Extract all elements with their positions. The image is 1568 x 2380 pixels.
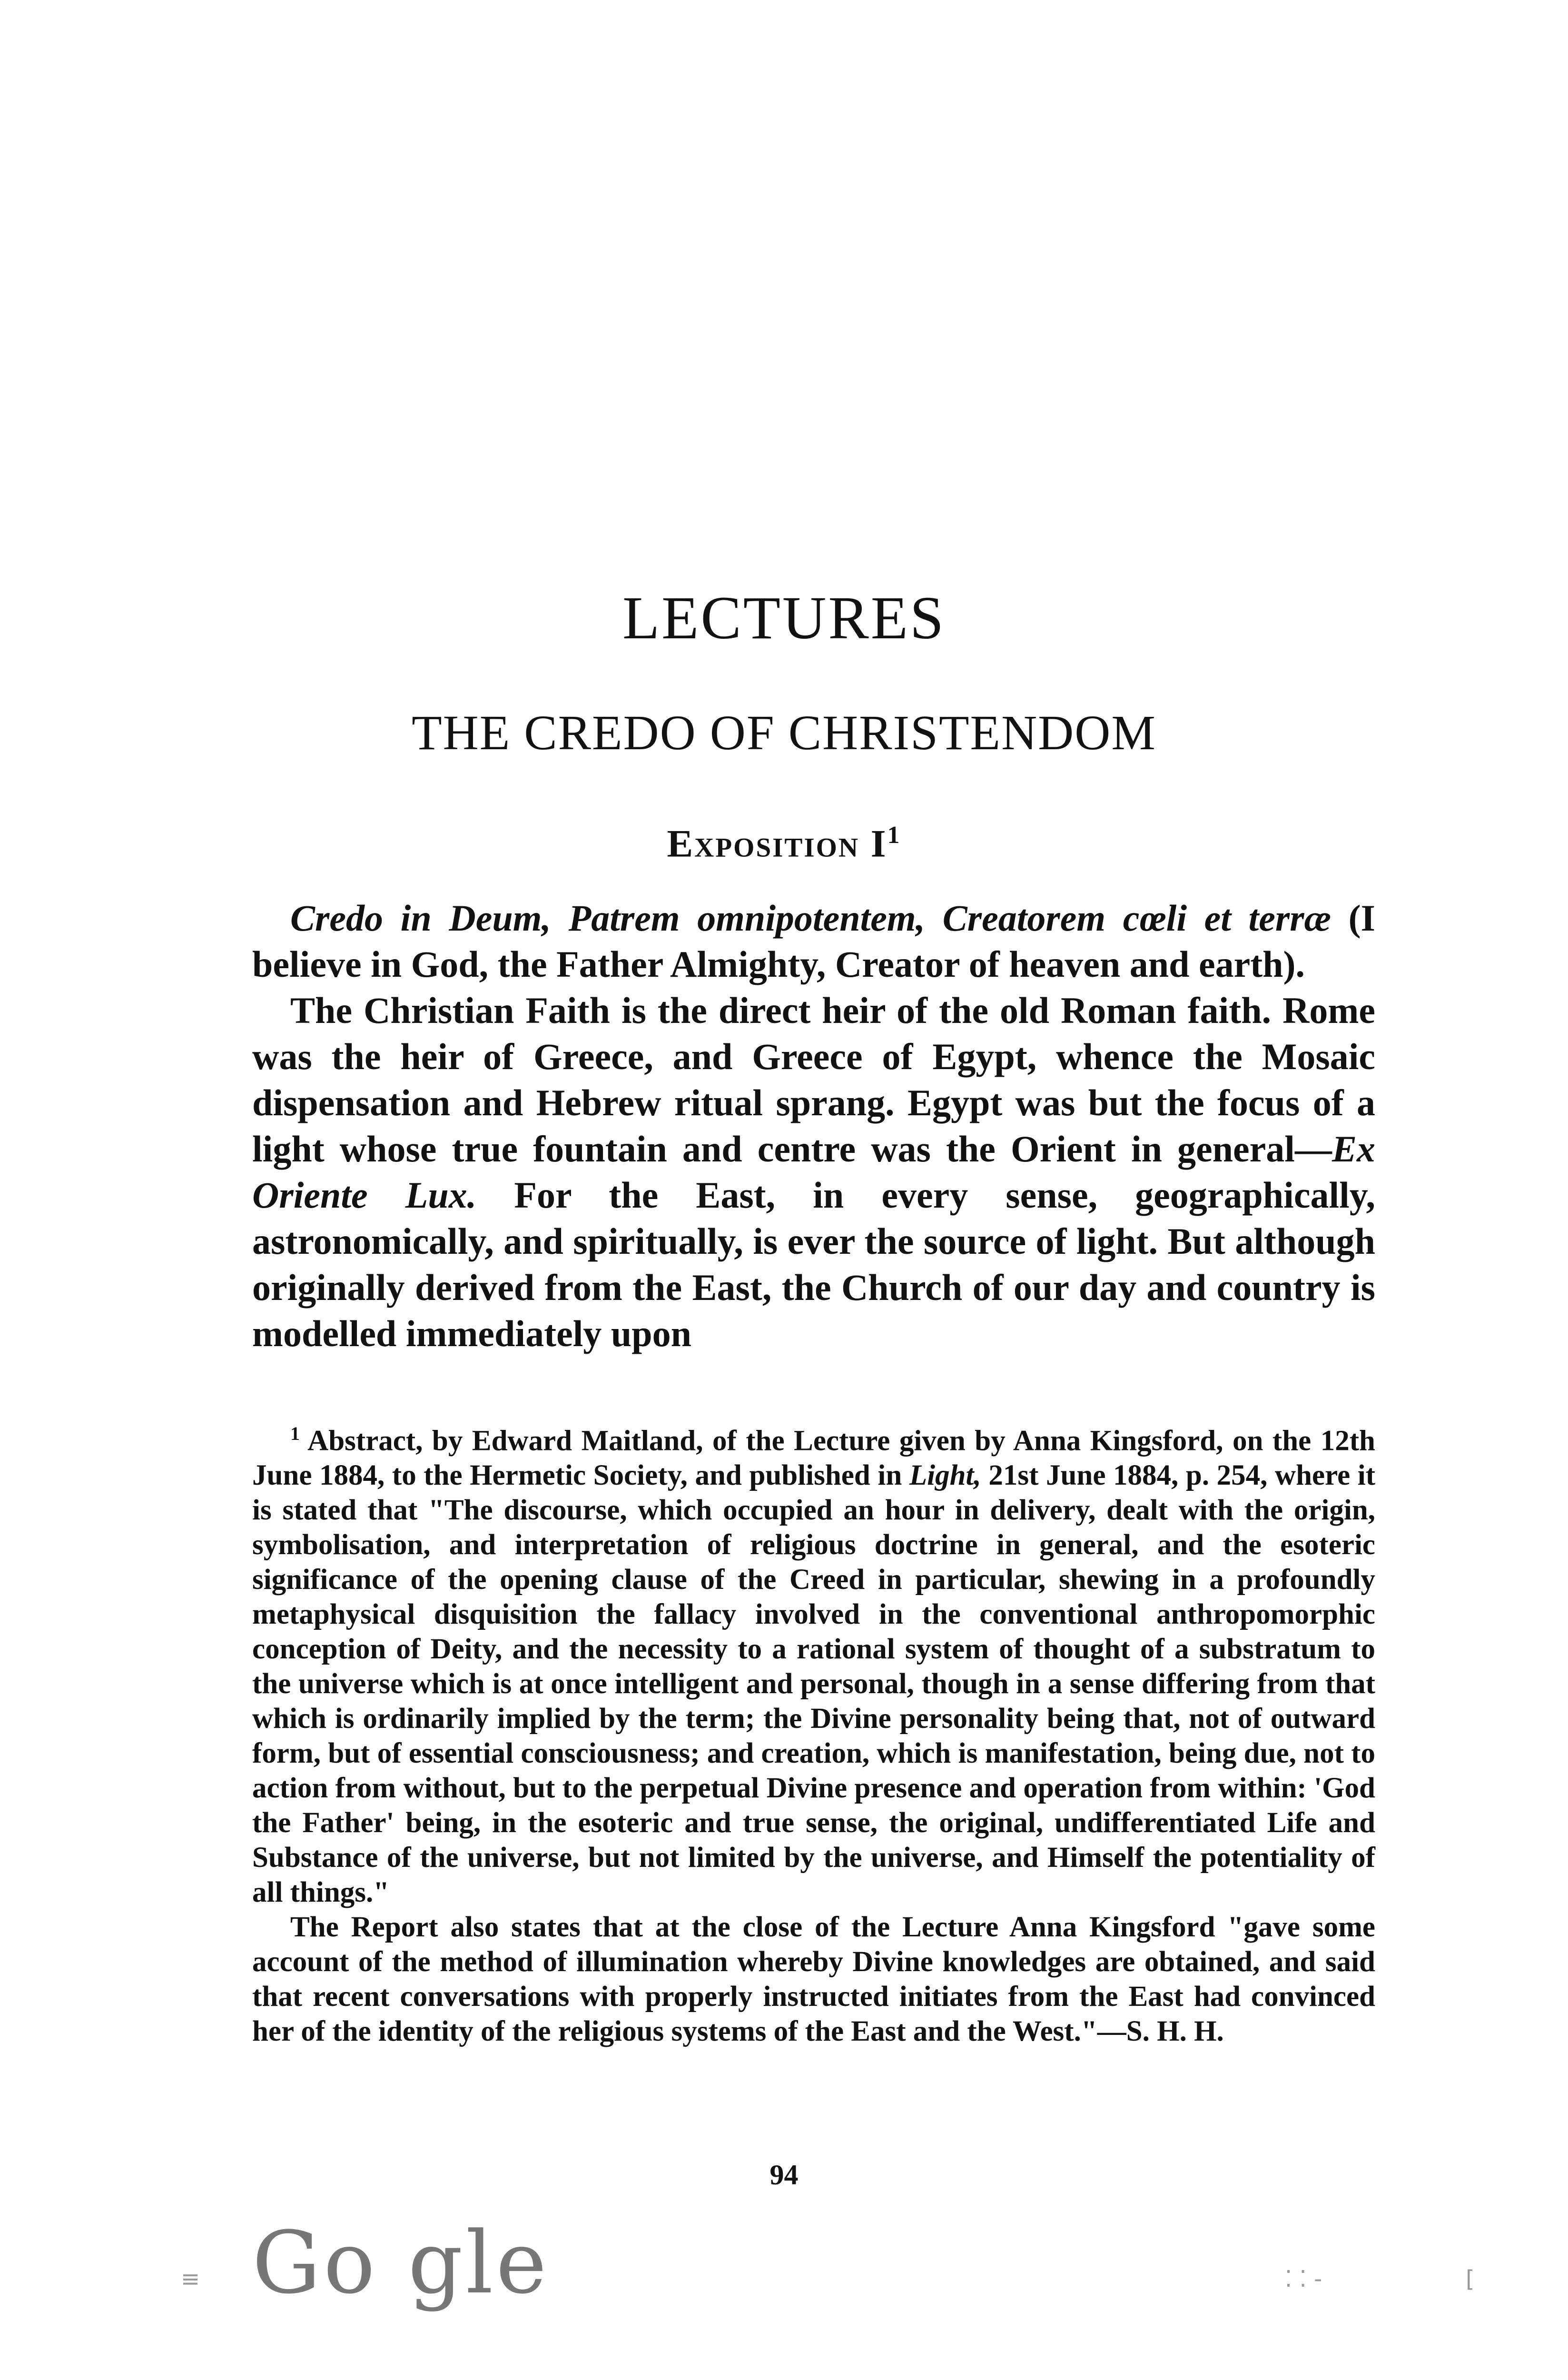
footnote-report: The Report also states that at the close of the Lecture Anna Kingsford "gave some account of the method of illumination whereby Divine knowledges are obtained, and said that recent conversations with properly instructed initiates from the East had convinced her of the identity of the religious systems of the East and the West."—S. H. H. (252, 1911, 1375, 2048)
creed-paragraph (252, 895, 1375, 987)
footnote-marker: 1 (290, 1423, 300, 1444)
body-text (252, 895, 1375, 1357)
footnotes (252, 1416, 1375, 2049)
section-label: Exposition I (667, 822, 888, 865)
footnote-reference: 1 (887, 822, 901, 849)
margin-mark-left: ≡ (181, 2266, 200, 2292)
lecture-title: THE CREDO OF CHRISTENDOM (412, 705, 1156, 760)
paragraph-text-1: The Christian Faith is the direct heir of the old Roman faith. Rome was the heir of Greece, and Greece of Egypt, whence the Mosaic dispensation and Hebrew ritual sprang. Egypt was but the focus of a light whose true fountain and centre was the Orient in general— (252, 990, 1375, 1170)
ex-oriente-lux: Ex Oriente Lux. (252, 1128, 1375, 1216)
light-journal-title: Light, (909, 1459, 981, 1492)
google-watermark: Go gle (252, 2213, 550, 2313)
paragraph-text-2: For the East, in every sense, geographically, astronomically, and spiritually, is ever the source of light. But although originally derived from the East, the Church of our day and country is modelled immediately upon (252, 1174, 1375, 1354)
latin-creed: Credo in Deum, Patrem omnipotentem, Creatorem cœli et terræ (290, 897, 1331, 939)
margin-mark-edge: [ (1466, 2266, 1475, 2292)
page-number: 94 (769, 2159, 799, 2191)
footnote-text-1: Abstract, by Edward Maitland, of the Lecture given by Anna Kingsford, on the 12th June 1884, to the Hermetic Society, and published in (252, 1425, 1375, 1492)
body-paragraph (252, 987, 1375, 1357)
footnote-1 (252, 1416, 1375, 1910)
creed-translation: (I believe in God, the Father Almighty, Creator of heaven and earth). (252, 897, 1375, 985)
footnote-text-2: 21st June 1884, p. 254, where it is stated that "The discourse, which occupied an hour in delivery, dealt with the origin, symbolisation, and interpretation of religious doctrine in general, and the esoteric significance of the opening clause of the Creed in particular, shewing in a profoundly metaphysical disquisition the fallacy involved in the conventional anthropomorphic conception of Deity, and the necessity to a rational system of thought of a substratum to the universe which is at once intelligent and personal, though in a sense differing from that which is ordinarily implied by the term; the Divine personality being that, not of outward form, but of essential consciousness; and creation, which is manifestation, being due, not to action from without, but to the perpetual Divine presence and operation from within: 'God the Father' being, in the esoteric and true sense, the original, undifferentiated Life and Substance of the universe, but not limited by the universe, and Himself the potentiality of all things." (252, 1459, 1376, 1909)
margin-mark-right: ⁚ ⁚ - (1285, 2266, 1322, 2292)
page-title: LECTURES (622, 584, 946, 652)
section-heading (0, 821, 1568, 866)
